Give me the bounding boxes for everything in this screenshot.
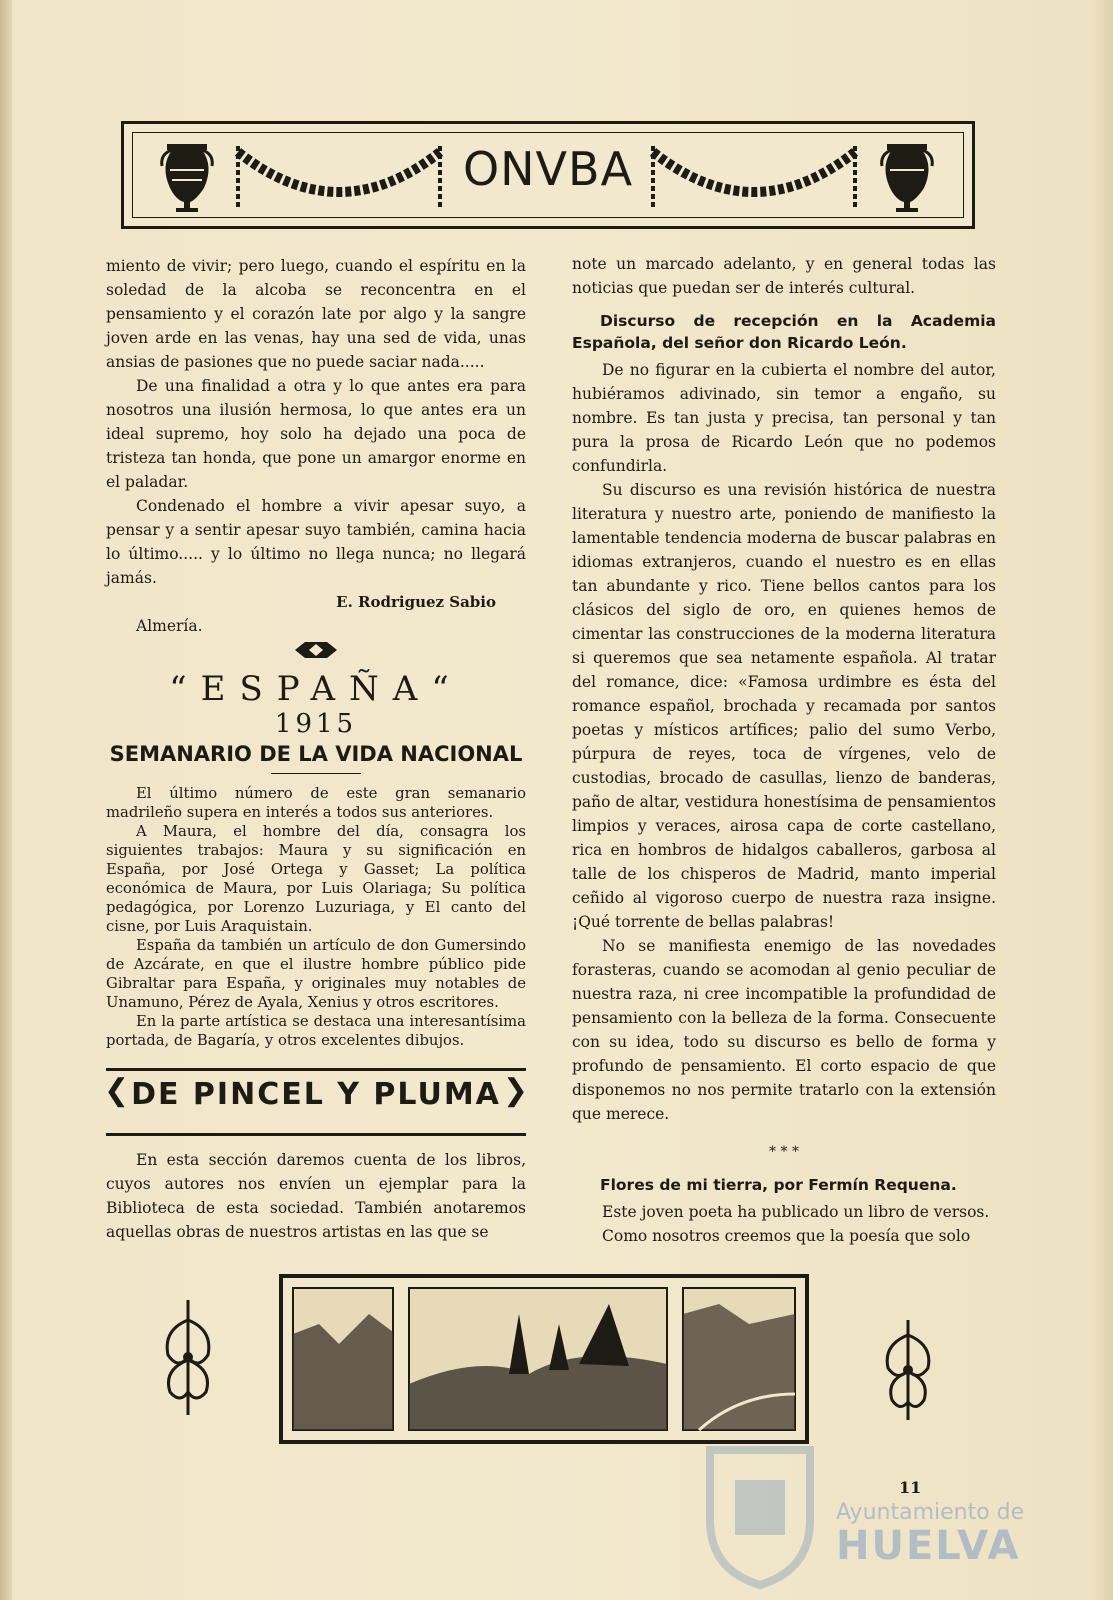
right-paragraph-0: note un marcado adelanto, y en general todas las noticias que puedan ser de interés cultural. bbox=[572, 255, 996, 297]
asterism-separator: * * * bbox=[769, 1144, 799, 1160]
review-heading-2: Flores de mi tierra, por Fermín Requena. bbox=[600, 1176, 957, 1194]
watermark-text bbox=[836, 1500, 1024, 1567]
header-banner bbox=[121, 121, 975, 229]
page-number: 11 bbox=[899, 1478, 922, 1497]
left-paragraph-2: De una finalidad a otra y lo que antes era para nosotros una ilusión hermosa, lo que antes era un ideal supremo, hoy solo ha dejado una poca de tristeza tan honda, que pone un amargor enorme en el paladar. bbox=[106, 377, 526, 491]
right-paragraph-3: No se manifiesta enemigo de las novedades forasteras, cuando se acomodan al genio peculiar de nuestra raza, ni cree incompatible la profundidad de pensamiento con la belleza de la forma. Consecuente con su idea, todo su discurso es bello de forma y profundo de pensamiento. El corto espacio de que disponemos no nos permite tratarlo con la extensión que merece. bbox=[572, 937, 996, 1123]
espana-paragraph-2: A Maura, el hombre del día, consagra los siguientes trabajos: Maura y su significación en España, por José Ortega y Gasset; La política económica de Maura, por Luis Olariaga; Su política pedagógica, por Lorenzo Luzuriaga, y El canto del cisne, por Luis Araquistain. bbox=[106, 823, 526, 935]
espana-subtitle: SEMANARIO DE LA VIDA NACIONAL bbox=[109, 742, 523, 766]
right-paragraph-4: Este joven poeta ha publicado un libro de versos. bbox=[602, 1203, 990, 1221]
diamond-ornament-icon bbox=[106, 640, 526, 667]
right-fleuron-icon bbox=[878, 1320, 938, 1420]
espana-paragraph-1: El último número de este gran semanario madrileño supera en interés a todos sus anteriores. bbox=[106, 785, 526, 821]
espana-paragraph-3: España da también un artículo de don Gumersindo de Azcárate, en que el ilustre hombre público pide Gibraltar para España, y originales muy notables de Unamuno, Pérez de Ayala, Xenius y otros escritores. bbox=[106, 937, 526, 1011]
left-column bbox=[106, 254, 526, 1244]
place-line: Almería. bbox=[136, 617, 203, 635]
left-fleuron-icon bbox=[158, 1300, 218, 1415]
right-arrow-ornament-icon: ❯ bbox=[502, 1073, 528, 1108]
right-paragraph-2: Su discurso es una revisión histórica de nuestra literatura y nuestro arte, poniendo de manifiesto la lamentable tendencia moderna de buscar palabras en idiomas extranjeros, cuando el nuestro es en ellas tan abundante y rico. Tiene bellos cantos para los clásicos del siglo de oro, en quienes hemos de cimentar las construcciones de la moderna literatura si queremos que sea netamente española. Al tratar del romance, dice: «Famosa urdimbre es ésta del romance español, brochada y recamada por santos poetas y místicos artífices; palio del sumo Verbo, púrpura de reyes, toca de vírgenes, velo de custodias, brocado de casullas, lienzo de banderas, paño de altar, vestidura honestísima de pensamientos limpios y veraces, airosa capa de corte castellano, rica en hombros de hidalgos caballeros, garbosa al talle de los chisperos de Madrid, manto imperial ceñido al vigoroso cuerpo de nuestra raza insigne. ¡Qué torrente de bellas palabras! bbox=[572, 481, 996, 931]
right-column bbox=[572, 252, 996, 1248]
left-paragraph-3: Condenado el hombre a vivir apesar suyo, a pensar y a sentir apesar suyo también, camina hacia lo último..... y lo último no llega nunca; no llegará jamás. bbox=[106, 497, 526, 587]
right-garland-icon bbox=[649, 142, 859, 212]
banner-title: ONVBA bbox=[462, 142, 634, 196]
signature: E. Rodriguez Sabio bbox=[336, 593, 496, 611]
right-paragraph-5: Como nosotros creemos que la poesía que solo bbox=[602, 1227, 971, 1245]
city-shield-watermark-icon bbox=[700, 1440, 820, 1590]
section-paragraph-1: En esta sección daremos cuenta de los libros, cuyos autores nos envíen un ejemplar para la Biblioteca de esta sociedad. También anotaremos aquellas obras de nuestros artistas en las que se bbox=[106, 1151, 526, 1241]
espana-title: “ESPAÑA“ bbox=[169, 669, 463, 709]
divider-rule bbox=[271, 773, 361, 774]
review-heading-1: Discurso de recepción en la Academia Española, del señor don Ricardo León. bbox=[572, 312, 996, 352]
espana-year: 1915 bbox=[274, 709, 358, 739]
espana-article bbox=[106, 784, 526, 1050]
watermark-line-1: Ayuntamiento de bbox=[836, 1500, 1025, 1525]
section-title: DE PINCEL Y PLUMA bbox=[131, 1077, 501, 1112]
landscape-engraving bbox=[279, 1274, 809, 1444]
left-arrow-ornament-icon: ❮ bbox=[104, 1073, 130, 1108]
right-paragraph-1: De no figurar en la cubierta el nombre del autor, hubiéramos adivinado, sin temor a engaño, su nombre. Es tan justa y precisa, tan personal y tan pura la prosa de Ricardo León que no podemos confundirla. bbox=[572, 361, 996, 475]
right-vase-icon bbox=[872, 136, 942, 216]
espana-paragraph-4: En la parte artística se destaca una interesantísima portada, de Bagaría, y otros excelentes dibujos. bbox=[106, 1013, 526, 1049]
left-paragraph-1: miento de vivir; pero luego, cuando el espíritu en la soledad de la alcoba se reconcentra en el pensamiento y el corazón late por algo y la sangre joven arde en las venas, hay una sed de vida, unas ansias de pasiones que no puede saciar nada..... bbox=[106, 257, 526, 371]
watermark-line-2: HUELVA bbox=[836, 1523, 1021, 1569]
section-title-box bbox=[106, 1068, 526, 1136]
